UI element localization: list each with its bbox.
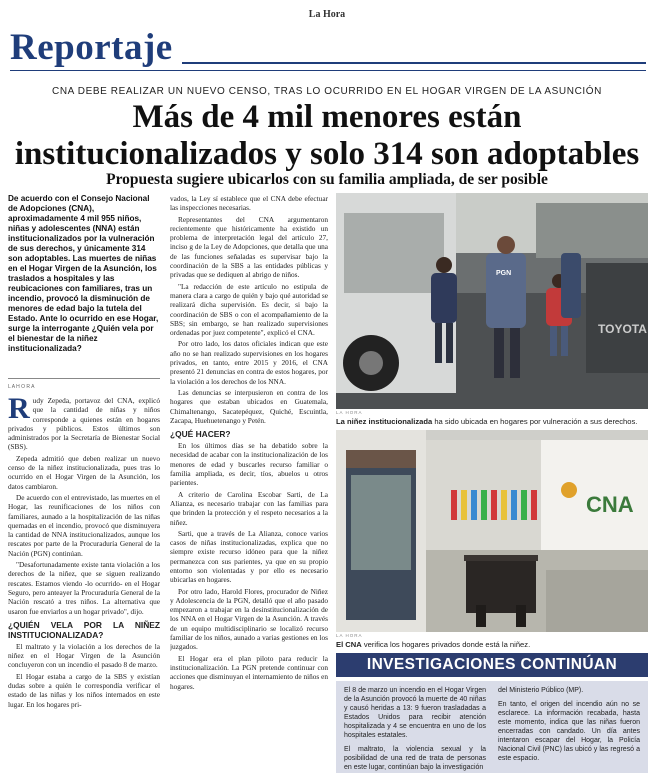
vest-text: PGN (496, 270, 512, 277)
sidebar-box-body (336, 681, 648, 773)
cna-sign-text: CNA (586, 492, 634, 517)
col2-paragraph: Sarti, que a través de La Alianza, conoce varios casos de niñas institucionalizadas, explica que no siempre existe recurso idóneo para que la niñez permanezca con sus parientes, ya que en su propio entorno son violentadas y por ello es necesario ubicarlas en hogares. (170, 528, 328, 585)
box-paragraph: El 8 de marzo un incendio en el Hogar Virgen de la Asunción provocó la muerte de 40 niñas y causó heridas a 13: 9 fueron trasladadas a Estados Unidos para recibir atención hospitalizada y 4 se encuentra en uno de los hospitales estatales. (344, 687, 486, 739)
drop-cap: R (8, 396, 30, 425)
col1-paragraph: El maltrato y la violación a los derechos de la niñez en el Hogar Virgen de la Asunción concluyeron con un incendio el pasado 8 de marzo. (8, 641, 160, 670)
photo1-caption-text: ha sido ubicada en hogares por vulneración a sus derechos. (432, 417, 638, 426)
subheading-que-hacer: ¿QUÉ HACER? (170, 429, 231, 440)
col1-paragraph: El Hogar estaba a cargo de la SBS y existían dudas sobre a quién le correspondía verificar el estado de las niñas y los niños internados en este lugar. En los hogares pri- (8, 671, 160, 709)
col2-paragraph: Representantes del CNA argumentaron recientemente que históricamente ha existido un problema de interpretación legal del artículo 27, inciso g de la Ley de Adopciones, que detalla que una de las funciones señaladas es supervisar bajo la coordinación de la SBS a las entidades públicas y privadas que se dediquen al abrigo de niños. (170, 214, 328, 280)
col1-paragraph: De acuerdo con el entrevistado, las muertes en el Hogar, las reunificaciones de los niños con familiares, aunado a la hospitalización de las niñas quemadas en el incendio, provocó que disminuyera la cantidad de NNA institucionalizados, aunque los rescates por parte de la Procuraduría General de la Nación (PGN) continúan. (8, 492, 160, 558)
article-column-1 (8, 396, 160, 774)
photo2-caption-bold: El CNA (336, 640, 362, 649)
photo1-credit: LA HORA (336, 410, 363, 415)
col2-paragraph: vados, la Ley sí establece que el CNA debe efectuar las inspecciones necesarias. (170, 194, 328, 213)
truck-text: TOYOTA (598, 322, 647, 336)
byline: L A H O R A (8, 384, 35, 390)
lead-rule (8, 378, 160, 379)
photo2-caption (336, 640, 648, 649)
col2-paragraph: "La redacción de este artículo no estipula de manera clara a cargo de quién y bajo qué autoridad se realizará dicha supervisión. Es decir, si bajo la coordinación de SBS o con el acompañamiento de la SBS; sin embargo, se han realizado supervisiones ordenadas por juez competente", explicó el CNA. (170, 281, 328, 338)
photo-cna-office-illustration (336, 430, 648, 632)
photo1-caption-bold: La niñez institucionalizada (336, 417, 433, 426)
box-paragraph: En tanto, el origen del incendio aún no se esclarece. La información recabada, hasta este momento, indica que las niñas fueron encerradas con candado. Un día antes intentaron escapar del Hogar, la Policía Nacional Civil (PNC) las ubicó y las regresó a este espacio. (498, 701, 640, 762)
lead-paragraph: De acuerdo con el Consejo Nacional de Adopciones (CNA), aproximadamente 4 mil 955 niños, niñas y adolescentes (NNA) están institucionalizados por la vulneración de sus derechos, y únicamente 314 son adoptables. Las muertes de niñas en el Hogar Virgen de la Asunción, los traslados a hospitales y las reubicaciones con familiares, tras un incendio, provocó la disminución de menores de edad bajo la tutela del Estado. Ante lo ocurrido en ese Hogar, surge la interrogante ¿Quién vela por el bienestar de la niñez institucionalizada? (8, 194, 159, 353)
col2-paragraph: Las denuncias se interpusieron en contra de los hogares que estaban ubicados en Guatemala, Chimaltenango, Sacatepéquez, Quiché, Escuintla, Zacapa, Huehuetenango y Petén. (170, 387, 328, 425)
col2-paragraph: Por otro lado, los datos oficiales indican que este año no se han realizado supervisiones en los hogares privados, en tanto, entre 2015 y 2016, el CNA presentó 21 denuncias en contra de estos hogares, por la violación a los derechos de los NNA. (170, 339, 328, 386)
section-rule (182, 62, 646, 64)
headline (0, 99, 654, 173)
masthead: La Hora (308, 9, 346, 20)
box-paragraph: El maltrato, la violencia sexual y la posibilidad de una red de trata de personas en este lugar, continúan bajo la investigación (344, 746, 486, 771)
subheadline: Propuesta sugiere ubicarlos con su familia ampliada, de ser posible (106, 171, 548, 188)
photo-children-pgn-illustration (336, 193, 648, 409)
col2-paragraph: Por otro lado, Harold Flores, procurador de Niñez y Adolescencia de la PGN, detalló que el año pasado empezaron a trabajar en la desinstitucionalización de los NNA en el Hogar Virgen de la Asunción. A través de un equipo multidisciplinario se localizó recurso familiar de los niños, aunado a varias gestiones en los juzgados. (170, 586, 328, 652)
photo-cna-office (336, 430, 648, 632)
section-rule-thin (10, 70, 646, 71)
photo2-caption-text: verifica los hogares privados donde está la niñez. (361, 640, 531, 649)
headline-line-1: Más de 4 mil menores están (132, 99, 522, 135)
kicker: CNA DEBE REALIZAR UN NUEVO CENSO, TRAS LO OCURRIDO EN EL HOGAR VIRGEN DE LA ASUNCIÓN (52, 86, 602, 97)
headline-line-2: institucionalizados y solo 314 son adoptables (14, 136, 640, 172)
col1-paragraph: "Desafortunadamente existe tanta violación a los derechos de la niñez, que se siguen realizando rescates. Estamos viendo -lo ocurrido- en el Hogar Seguro, pero anteayer la Procuraduría General de la Nación rescató a tres niños. La alternativa que usaron fue enviarlos a un hogar privado", dijo. (8, 560, 160, 616)
photo2-credit: LA HORA (336, 633, 363, 638)
article-column-2 (170, 194, 328, 774)
sidebar-box-left-column (344, 686, 486, 777)
subheading-quien-vela: ¿QUIÉN VELA POR LA NIÑEZ INSTITUCIONALIZADA? (8, 619, 160, 640)
col1-paragraph: udy Zepeda, portavoz del CNA, explicó que la cantidad de niñas y niños corresponde a quienes están en hogares privados y públicos. Estos últimos son administrados por la Secretaría de Bienestar Social (SBS). (8, 396, 160, 452)
sidebar-box-title: INVESTIGACIONES CONTINÚAN (336, 653, 648, 677)
col1-paragraph: Zepeda admitió que deben realizar un nuevo censo de la niñez institucionalizada, pues tras lo ocurrido en el Hogar Virgen de la Asunción, los datos cambiaron. (8, 453, 160, 491)
photo1-caption (336, 417, 648, 426)
box-paragraph: del Ministerio Público (MP). (498, 687, 584, 694)
col2-paragraph: A criterio de Carolina Escobar Sarti, de La Alianza, es necesario trabajar con las familias para que brinden la protección y el respeto necesarios a la niñez. (170, 489, 328, 527)
col2-paragraph: En los últimos días se ha debatido sobre la necesidad de acabar con la institucionalización de los menores de edad y buscarles recurso familiar o familia ampliada, es decir, tíos, abuelos u otros parientes. (170, 441, 328, 488)
section-title: Reportaje (10, 27, 173, 68)
col2-paragraph: El Hogar era el plan piloto para reducir la institucionalización. La PGN pretende continuar con acciones que disminuyan el internamiento de niños en hogares. (170, 653, 328, 691)
sidebar-box-right-column (498, 686, 640, 768)
photo-children-pgn (336, 193, 648, 409)
